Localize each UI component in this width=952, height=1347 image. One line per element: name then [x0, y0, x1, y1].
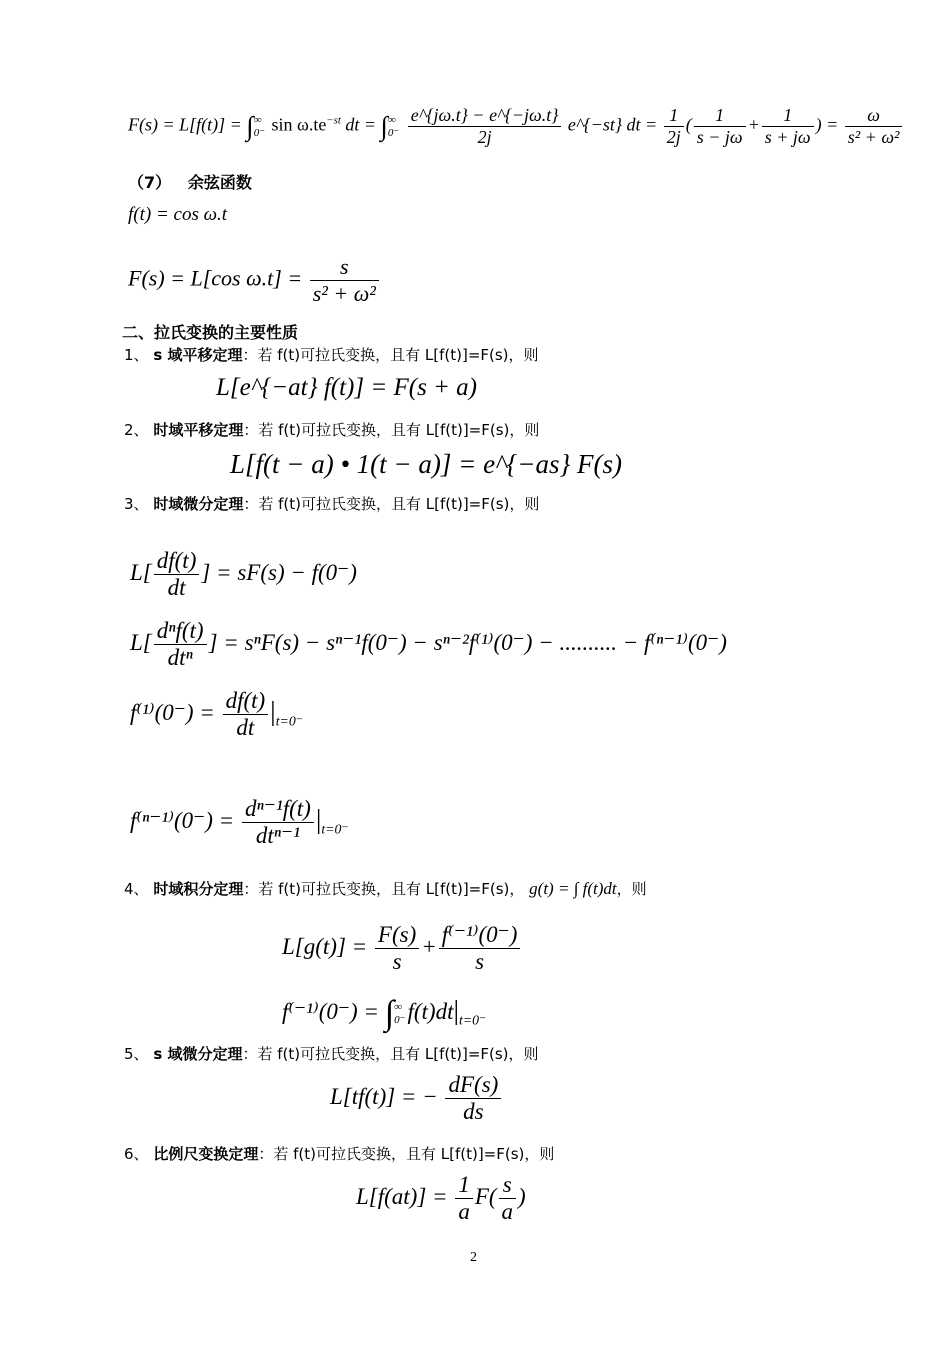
frac-den: a [501, 1199, 514, 1224]
frac-num: 1 [694, 105, 746, 127]
theorem-4-line [124, 878, 647, 899]
diff-nth-order: L[ $\frac{\text{dⁿf(t)}}{\text{dtⁿ}}$ ] = sⁿF(s) − sⁿ⁻¹f(0⁻) − sⁿ⁻²f⁽¹⁾(0⁻) − .......... − f⁽ⁿ⁻¹⁾(0⁻) [130, 618, 727, 670]
sdiff-lhs: L[tf(t)] = − [330, 1083, 438, 1109]
frac-num: e^{jω.t} − e^{−jω.t} [408, 105, 562, 127]
frac-den: dtⁿ⁻¹ [255, 823, 300, 848]
frac-num: 1 [762, 105, 814, 127]
diff-first-order: L[ $\frac{df(t)}{dt}$ ] = sF(s) − f(0⁻) [130, 548, 357, 600]
sine-transform-equation: F(s) = L[f(t)] = ∫ ∞ 0⁻ $\sin \omega.te^{-st}$ dt = ∫ ∞ 0⁻ $\frac{e\^{}\{j\omega.t\} - e\^{}\{-j\omega.t\}}{2j}$ e^{−st} dt = $\frac{1}{2j}$ ( $\frac{1}{s - j\omega}$ + $\frac{1}{s + j\omega}$ ) = $\frac{\omega}{\text{s² + ω²}}$ [128, 105, 904, 148]
int-lower-2: 0⁻ [387, 126, 400, 139]
theorem-name: s 域微分定理 [153, 1045, 243, 1063]
sine-fraction-5 [845, 105, 903, 148]
sine-fraction-2 [664, 105, 684, 148]
theorem-condition: ：若 f(t)可拉氏变换，且有 L[f(t)]=F(s)， [243, 880, 525, 898]
int-init-body: f(t)dt [407, 999, 454, 1024]
diff1-rhs: ] = sF(s) − f(0⁻) [201, 559, 357, 585]
scale-lhs: L[f(at)] = [356, 1183, 448, 1209]
cosine-heading-num: （7） [128, 173, 172, 192]
frac-num: 1 [664, 105, 684, 127]
s-shift-formula: L[e^{−at} f(t)] = F(s + a) [216, 374, 477, 401]
exp-st: −st [326, 114, 341, 127]
int-lower-3: 0⁻ [394, 1013, 406, 1026]
sine-fraction-1 [408, 105, 562, 148]
sine-integrand: sin ω.te [271, 114, 327, 135]
theorem-name: 时域积分定理 [153, 880, 244, 898]
sine-fraction-4 [762, 105, 814, 148]
frac-num: dⁿ⁻¹f(t) [242, 796, 314, 823]
int-upper: ∞ [253, 113, 262, 126]
page-number: 2 [470, 1250, 477, 1265]
cosine-transform-fraction [310, 254, 379, 307]
int-lower: 0⁻ [253, 126, 266, 139]
frac-den: dt [236, 715, 255, 740]
frac-num: ω [845, 105, 903, 127]
fn-fraction [242, 796, 314, 849]
integral-formula: L[g(t)] = $\frac{F(s)}{s}$ + $\frac{\text{f⁽⁻¹⁾(0⁻)}}{s}$ [282, 922, 522, 975]
int-upper-2: ∞ [387, 113, 396, 126]
scale-fraction-1 [455, 1172, 473, 1225]
scale-formula [356, 1172, 526, 1225]
frac-den: s − jω [696, 127, 743, 147]
diff1-fraction [154, 548, 200, 601]
theorem-name: 时域平移定理 [153, 421, 244, 439]
theorem-5-line [124, 1043, 539, 1064]
int-fraction-1 [375, 922, 419, 975]
frac-den: dt [167, 575, 186, 600]
fn-initial-value: f⁽ⁿ⁻¹⁾(0⁻) = $\frac{\text{dⁿ⁻¹f(t)}}{\text{dtⁿ⁻¹}}$ $|_{t=0^-}$ [130, 796, 349, 848]
frac-den: 2j [477, 127, 492, 147]
theorem-condition: ：若 f(t)可拉氏变换，且有 L[f(t)]=F(s)，则 [242, 346, 539, 364]
integral-initial-value: f⁽⁻¹⁾(0⁻) = ∫ ∞ 0⁻ $f(t)dt|_{t=0^-}$ [282, 994, 487, 1033]
frac-den: s [392, 949, 402, 974]
frac-den: s + jω [764, 127, 811, 147]
theorem-name: 时域微分定理 [153, 495, 244, 513]
theorem-condition: ：若 f(t)可拉氏变换，且有 L[f(t)]=F(s)，则 [243, 495, 540, 513]
sine-eq-lhs: F(s) = L[f(t)] = [128, 114, 242, 135]
f1-eval: t=0⁻ [275, 713, 304, 729]
theorem-num: 4、 [124, 880, 149, 898]
frac-num: F(s) [375, 922, 419, 949]
frac-den: a [458, 1199, 470, 1224]
theorem-6-line [124, 1143, 554, 1164]
theorem-num: 6、 [124, 1145, 149, 1163]
theorem-num: 1、 [124, 346, 149, 364]
theorem-tail: ，则 [616, 880, 647, 898]
f1-fraction [223, 688, 269, 741]
scale-fraction-2 [499, 1172, 517, 1225]
theorem-3-line [124, 493, 539, 514]
theorem-condition: ：若 f(t)可拉氏变换，且有 L[f(t)]=F(s)，则 [258, 1145, 555, 1163]
frac-num: f⁽⁻¹⁾(0⁻) [439, 922, 521, 949]
frac-num: 1 [455, 1172, 473, 1199]
theorem-name: s 域平移定理 [153, 346, 243, 364]
fn-eval: t=0⁻ [321, 821, 349, 837]
diffn-rhs: ] = sⁿF(s) − sⁿ⁻¹f(0⁻) − sⁿ⁻²f⁽¹⁾(0⁻) − .......... − f⁽ⁿ⁻¹⁾(0⁻) [208, 629, 727, 655]
frac-num: dⁿf(t) [154, 618, 207, 645]
cosine-transform-lhs: F(s) = L[cos ω.t] = [128, 265, 303, 291]
frac-num: s [499, 1172, 517, 1199]
int-fraction-2 [439, 922, 521, 975]
frac-den: 2j [666, 127, 681, 147]
scale-end: ) [518, 1183, 526, 1209]
s-diff-formula [330, 1072, 503, 1125]
after-frac: e^{−st} dt = [567, 114, 658, 135]
cosine-heading-text: 余弦函数 [187, 173, 252, 192]
theorem-num: 3、 [124, 495, 149, 513]
theorem-name: 比例尺变换定理 [153, 1145, 259, 1163]
sine-fraction-3 [694, 105, 746, 148]
theorem-condition: ：若 f(t)可拉氏变换，且有 L[f(t)]=F(s)，则 [242, 1045, 539, 1063]
scale-mid: F( [474, 1183, 497, 1209]
frac-num: dF(s) [445, 1072, 501, 1099]
int-init-lhs: f⁽⁻¹⁾(0⁻) = [282, 999, 379, 1024]
frac-den: ds [463, 1099, 484, 1124]
frac-den: dtⁿ [167, 645, 193, 670]
cosine-definition: f(t) = cos ω.t [128, 204, 228, 225]
frac-den: s² + ω² [312, 281, 376, 306]
theorem-num: 5、 [124, 1045, 149, 1063]
cosine-heading [128, 170, 252, 193]
frac-den: s² + ω² [847, 127, 900, 147]
sdiff-fraction [445, 1072, 501, 1125]
section-title: 二、拉氏变换的主要性质 [122, 323, 299, 342]
frac-num: df(t) [154, 548, 200, 575]
g-definition: g(t) = ∫ f(t)dt [529, 879, 617, 898]
theorem-2-line [124, 419, 539, 440]
f1-lhs: f⁽¹⁾(0⁻) = [130, 699, 215, 725]
fn-lhs: f⁽ⁿ⁻¹⁾(0⁻) = [130, 807, 235, 833]
theorem-1-line [124, 344, 539, 365]
cosine-transform [128, 254, 381, 307]
frac-den: s [475, 949, 485, 974]
diffn-fraction [154, 618, 207, 671]
dt-eq: dt = [345, 114, 377, 135]
frac-num: df(t) [223, 688, 269, 715]
theorem-num: 2、 [124, 421, 149, 439]
int-init-eval: t=0⁻ [459, 1012, 487, 1028]
int-upper-3: ∞ [394, 1000, 402, 1013]
frac-num: s [310, 254, 379, 281]
int-lhs: L[g(t)] = [282, 933, 368, 959]
t-shift-formula: L[f(t − a) • 1(t − a)] = e^{−as} F(s) [230, 449, 623, 479]
f1-initial-value: f⁽¹⁾(0⁻) = $\frac{df(t)}{dt}$ $|_{t=0^-}$ [130, 688, 304, 740]
theorem-condition: ：若 f(t)可拉氏变换，且有 L[f(t)]=F(s)，则 [243, 421, 540, 439]
